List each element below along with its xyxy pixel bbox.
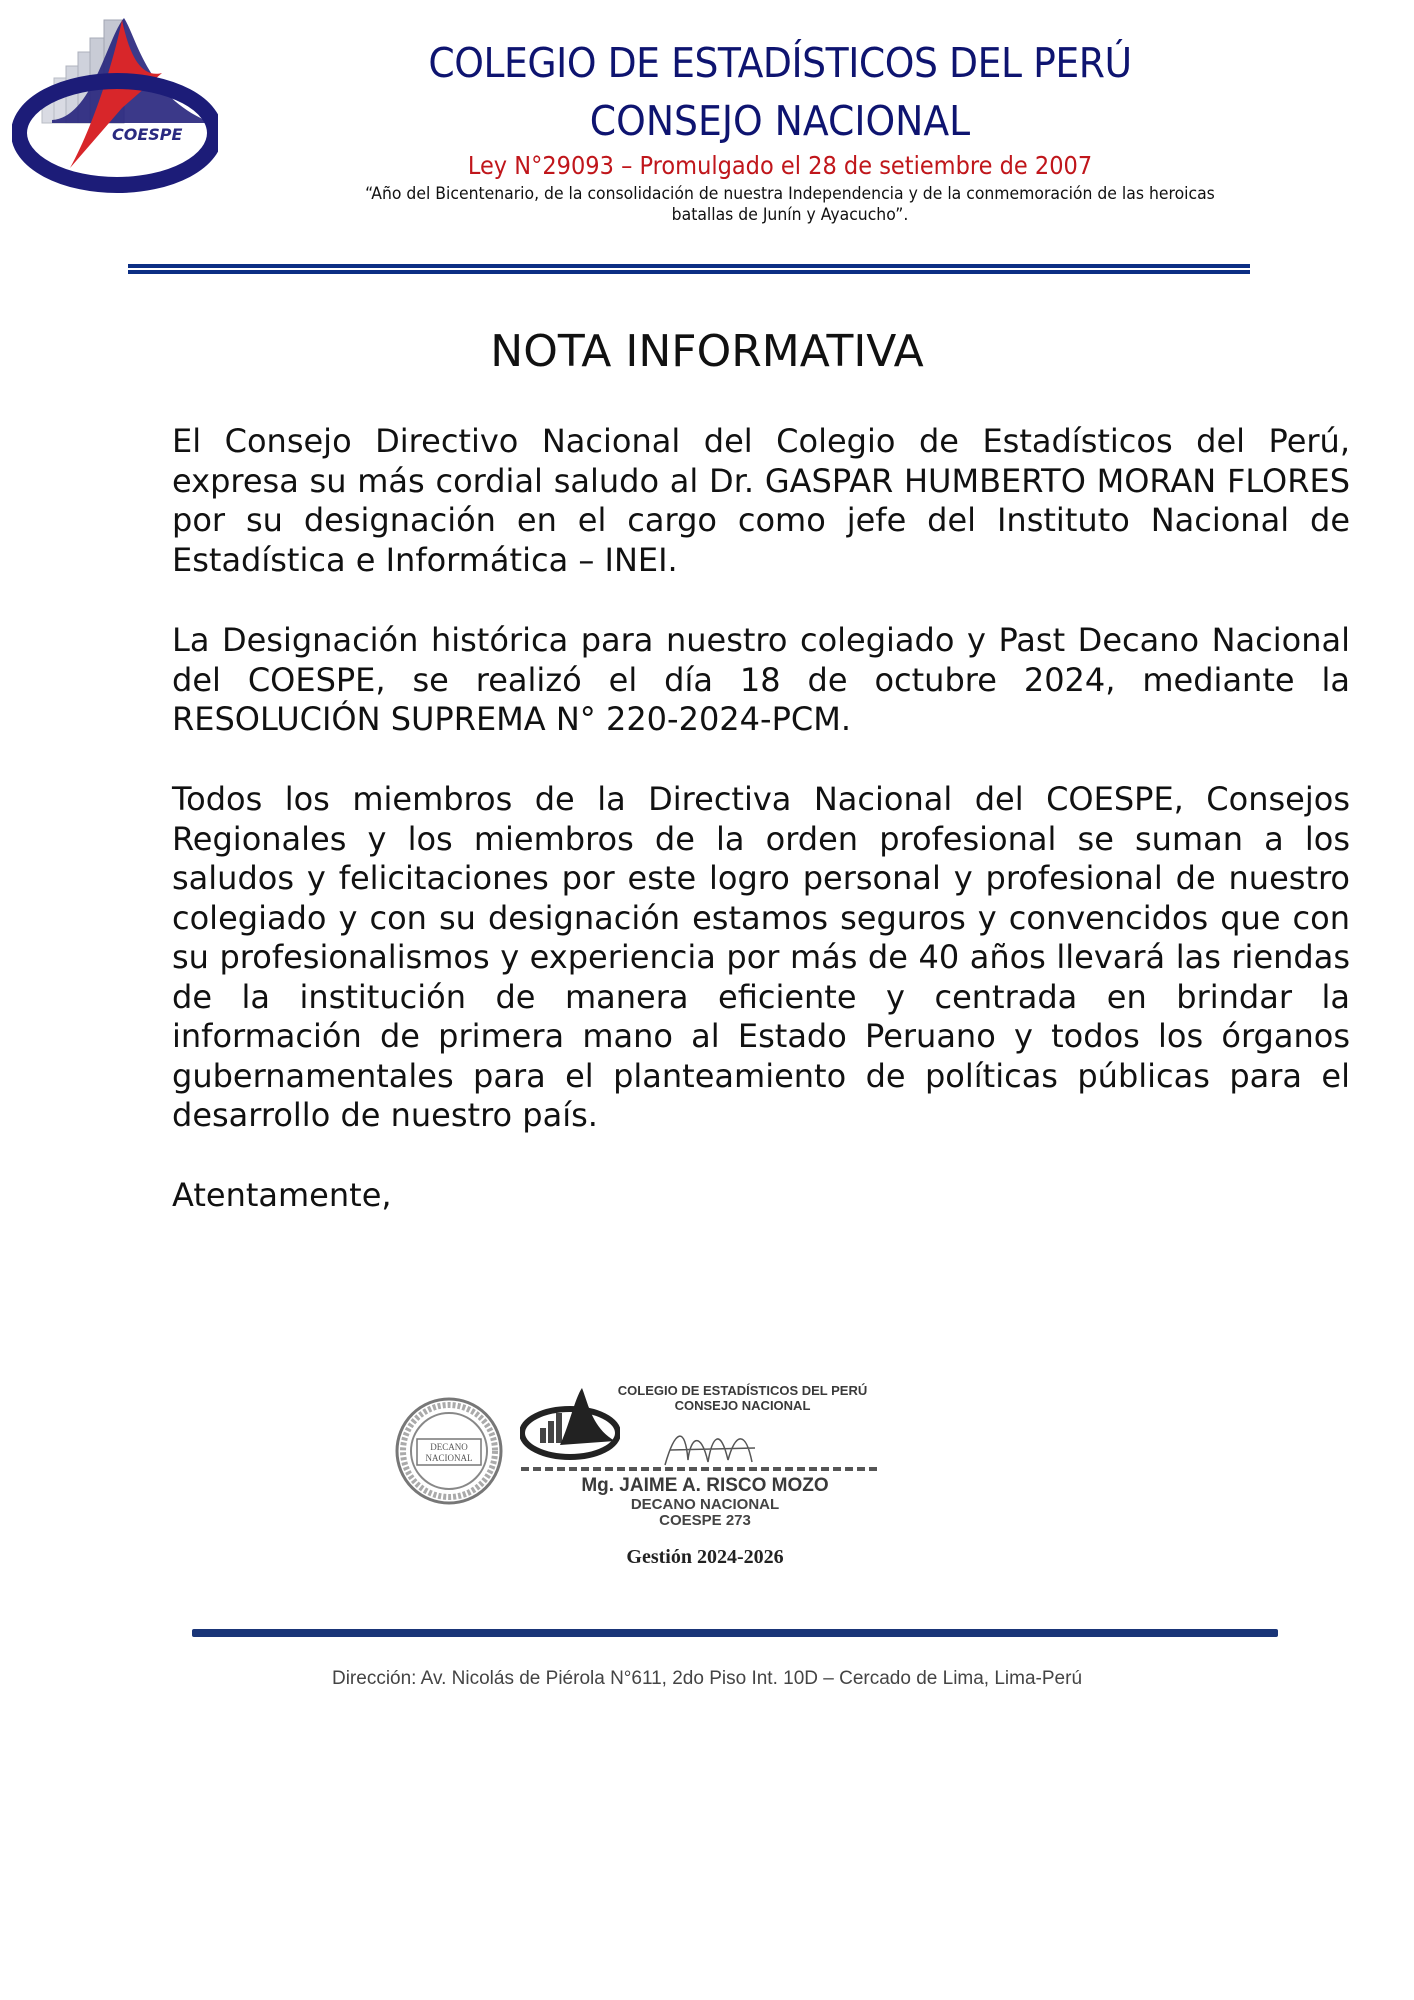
closing-salutation: Atentamente, <box>172 1176 392 1214</box>
footer-rule <box>192 1629 1278 1637</box>
signature-org <box>600 1383 885 1413</box>
paragraph-3: Todos los miembros de la Directiva Nacional del COESPE, Consejos Regionales y los miembros de la orden profesional se suman a los saludos y felicitaciones por este logro personal y profesional de nuestro colegiado y con su designación estamos seguros y convencidos que con su profesionalismos y experiencia por más de 40 años llevará las riendas de la institución de manera eficiente y centrada en brindar la información de primera mano al Estado Peruano y todos los órganos gubernamentales para el planteamiento de políticas públicas para el desarrollo de nuestro país. <box>172 780 1350 1134</box>
coespe-logo <box>12 8 218 198</box>
year-motto <box>321 184 1259 226</box>
svg-text:NACIONAL: NACIONAL <box>425 1453 473 1463</box>
header-rule-bottom <box>128 270 1250 274</box>
year-motto-line1: “Año del Bicentenario, de la consolidación de nuestra Independencia y de la conmemoración de las heroicas <box>365 184 1215 204</box>
paragraph-1: El Consejo Directivo Nacional del Colegio de Estadísticos del Perú, expresa su más cordial saludo al Dr. GASPAR HUMBERTO MORAN FLORES por su designación en el cargo como jefe del Instituto Nacional de Estadística e Informática – INEI. <box>172 422 1350 579</box>
signature-org-line1: COLEGIO DE ESTADÍSTICOS DEL PERÚ <box>617 1383 868 1398</box>
org-title: COLEGIO DE ESTADÍSTICOS DEL PERÚ <box>428 39 1132 87</box>
org-subtitle: CONSEJO NACIONAL <box>589 97 971 145</box>
svg-text:DECANO: DECANO <box>430 1442 468 1452</box>
signer-code: COESPE 273 <box>659 1512 751 1529</box>
signer-name: Mg. JAIME A. RISCO MOZO <box>581 1475 829 1496</box>
law-reference: Ley N°29093 – Promulgado el 28 de setiembre de 2007 <box>467 151 1093 180</box>
paragraph-2: La Designación histórica para nuestro colegiado y Past Decano Nacional del COESPE, se realizó el día 18 de octubre 2024, mediante la RESOLUCIÓN SUPREMA N° 220-2024-PCM. <box>172 621 1350 738</box>
svg-text:COESPE: COESPE <box>112 125 183 144</box>
management-term: Gestión 2024-2026 <box>626 1546 784 1568</box>
coespe-logo-icon <box>12 8 218 198</box>
signature-block <box>385 1375 905 1575</box>
signature-line <box>521 1467 877 1471</box>
document-title: NOTA INFORMATIVA <box>490 326 924 377</box>
year-motto-line2: batallas de Junín y Ayacucho”. <box>671 205 909 225</box>
seal-stamp-icon <box>393 1395 505 1507</box>
header-rule-top <box>128 264 1250 268</box>
footer-address: Dirección: Av. Nicolás de Piérola N°611, 2do Piso Int. 10D – Cercado de Lima, Lima-Perú <box>331 1668 1083 1689</box>
handwritten-signature-icon <box>660 1420 780 1470</box>
signature-org-line2: CONSEJO NACIONAL <box>674 1398 811 1413</box>
signer-role: DECANO NACIONAL <box>630 1496 780 1513</box>
